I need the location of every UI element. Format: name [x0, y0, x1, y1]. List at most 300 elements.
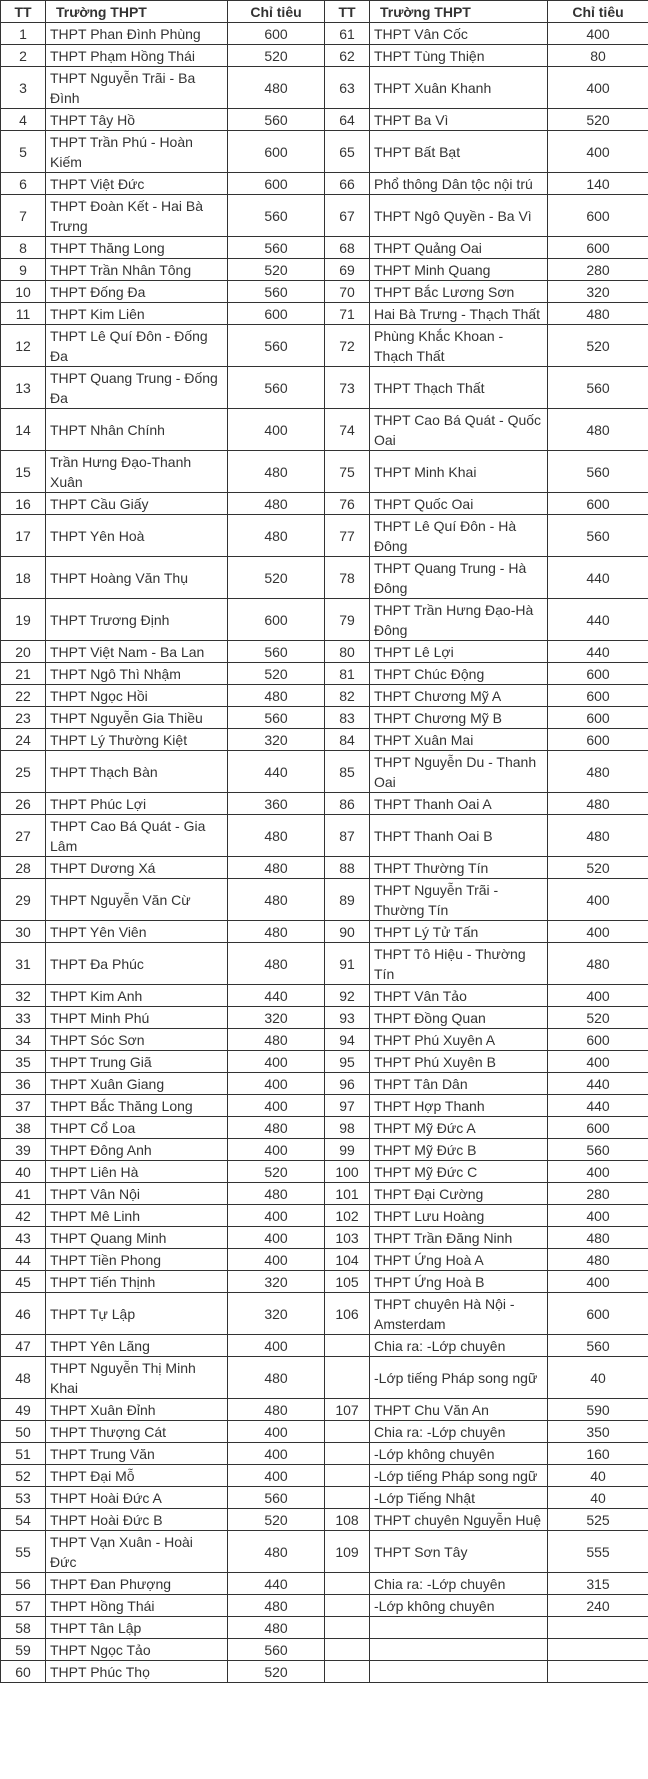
row-number-right: 102 [325, 1205, 370, 1227]
quota-value-left: 560 [228, 1639, 325, 1661]
quota-value-right: 400 [548, 1205, 648, 1227]
row-number-right: 84 [325, 729, 370, 751]
table-row [1, 1271, 648, 1293]
quota-value-right: 440 [548, 599, 648, 641]
quota-value-right: 480 [548, 751, 648, 793]
header-tt-right: TT [325, 1, 370, 23]
quota-value-right: 400 [548, 1271, 648, 1293]
school-name-left: THPT Trung Văn [46, 1443, 228, 1465]
quota-value-left: 480 [228, 67, 325, 109]
row-number-left: 7 [1, 195, 46, 237]
quota-value-left: 600 [228, 173, 325, 195]
row-number-right [325, 1443, 370, 1465]
school-name-left: THPT Xuân Đỉnh [46, 1399, 228, 1421]
row-number-left: 60 [1, 1661, 46, 1683]
school-name-left: THPT Nhân Chính [46, 409, 228, 451]
quota-value-left: 480 [228, 1029, 325, 1051]
row-number-left: 50 [1, 1421, 46, 1443]
table-row [1, 195, 648, 237]
quota-value-left: 480 [228, 1117, 325, 1139]
quota-value-left: 480 [228, 943, 325, 985]
table-row [1, 131, 648, 173]
school-name-left: THPT Trần Phú - Hoàn Kiếm [46, 131, 228, 173]
quota-value-left: 480 [228, 1595, 325, 1617]
school-name-left: THPT Dương Xá [46, 857, 228, 879]
quota-value-right: 400 [548, 985, 648, 1007]
row-number-left: 30 [1, 921, 46, 943]
quota-value-left: 480 [228, 493, 325, 515]
row-number-left: 41 [1, 1183, 46, 1205]
quota-value-right: 560 [548, 1139, 648, 1161]
quota-value-right: 520 [548, 109, 648, 131]
school-name-right: -Lớp không chuyên [370, 1595, 548, 1617]
row-number-right [325, 1357, 370, 1399]
school-name-right: THPT Bắc Lương Sơn [370, 281, 548, 303]
school-name-left: THPT Nguyễn Trãi - Ba Đình [46, 67, 228, 109]
table-row [1, 1183, 648, 1205]
school-name-right: THPT Chúc Động [370, 663, 548, 685]
school-name-left: THPT Yên Hoà [46, 515, 228, 557]
table-row [1, 325, 648, 367]
quota-value-left: 320 [228, 1271, 325, 1293]
quota-value-right [548, 1617, 648, 1639]
quota-value-left: 560 [228, 367, 325, 409]
table-row [1, 1095, 648, 1117]
quota-value-left: 400 [228, 1443, 325, 1465]
row-number-right: 70 [325, 281, 370, 303]
school-name-left: THPT Ngọc Hồi [46, 685, 228, 707]
quota-value-left: 400 [228, 1227, 325, 1249]
row-number-left: 28 [1, 857, 46, 879]
quota-value-right: 600 [548, 1117, 648, 1139]
school-name-right: THPT Ngô Quyền - Ba Vì [370, 195, 548, 237]
row-number-right [325, 1661, 370, 1683]
quota-value-left: 480 [228, 1617, 325, 1639]
table-row [1, 281, 648, 303]
school-name-right: THPT Ứng Hoà B [370, 1271, 548, 1293]
row-number-right: 108 [325, 1509, 370, 1531]
row-number-right: 79 [325, 599, 370, 641]
school-name-left: THPT Tân Lập [46, 1617, 228, 1639]
row-number-left: 55 [1, 1531, 46, 1573]
quota-value-right: 280 [548, 1183, 648, 1205]
row-number-right: 72 [325, 325, 370, 367]
school-name-right: Chia ra: -Lớp chuyên [370, 1421, 548, 1443]
school-name-left: THPT Tiến Thịnh [46, 1271, 228, 1293]
school-name-right: THPT Hợp Thanh [370, 1095, 548, 1117]
school-name-left: THPT Ngô Thì Nhậm [46, 663, 228, 685]
quota-value-left: 480 [228, 1357, 325, 1399]
row-number-right: 69 [325, 259, 370, 281]
table-body [1, 23, 648, 1683]
quota-value-left: 560 [228, 109, 325, 131]
table-row [1, 1661, 648, 1683]
row-number-right [325, 1421, 370, 1443]
quota-value-right: 350 [548, 1421, 648, 1443]
quota-value-right: 400 [548, 67, 648, 109]
row-number-right: 96 [325, 1073, 370, 1095]
quota-value-left: 560 [228, 195, 325, 237]
quota-value-left: 480 [228, 1399, 325, 1421]
school-name-right: THPT Thạch Thất [370, 367, 548, 409]
quota-value-left: 560 [228, 707, 325, 729]
quota-value-left: 400 [228, 1095, 325, 1117]
quota-value-left: 400 [228, 1249, 325, 1271]
quota-value-right [548, 1639, 648, 1661]
school-name-left: THPT Liên Hà [46, 1161, 228, 1183]
quota-value-right: 480 [548, 815, 648, 857]
school-name-left: THPT Minh Phú [46, 1007, 228, 1029]
quota-value-right: 400 [548, 921, 648, 943]
quota-value-left: 400 [228, 1073, 325, 1095]
table-row [1, 1139, 648, 1161]
table-row [1, 641, 648, 663]
row-number-right [325, 1487, 370, 1509]
quota-value-left: 400 [228, 1051, 325, 1073]
school-name-right: THPT Cao Bá Quát - Quốc Oai [370, 409, 548, 451]
table-row [1, 259, 648, 281]
quota-value-left: 360 [228, 793, 325, 815]
quota-value-left: 520 [228, 1509, 325, 1531]
quota-value-right: 555 [548, 1531, 648, 1573]
school-name-right: Phùng Khắc Khoan - Thạch Thất [370, 325, 548, 367]
school-name-left: THPT Thạch Bàn [46, 751, 228, 793]
table-row [1, 985, 648, 1007]
row-number-right: 64 [325, 109, 370, 131]
row-number-left: 22 [1, 685, 46, 707]
quota-value-right: 600 [548, 663, 648, 685]
table-row [1, 663, 648, 685]
school-name-left: THPT Đại Mỗ [46, 1465, 228, 1487]
school-name-left: THPT Đông Anh [46, 1139, 228, 1161]
row-number-right: 74 [325, 409, 370, 451]
table-row [1, 493, 648, 515]
quota-value-left: 480 [228, 1531, 325, 1573]
school-name-left: THPT Nguyễn Văn Cừ [46, 879, 228, 921]
quota-value-left: 320 [228, 1293, 325, 1335]
header-row [1, 1, 648, 23]
row-number-left: 25 [1, 751, 46, 793]
quota-value-right: 440 [548, 557, 648, 599]
quota-value-right: 400 [548, 131, 648, 173]
school-name-left: THPT Trần Nhân Tông [46, 259, 228, 281]
school-name-left: THPT Cổ Loa [46, 1117, 228, 1139]
quota-value-left: 480 [228, 451, 325, 493]
school-name-right: -Lớp Tiếng Nhật [370, 1487, 548, 1509]
school-name-left: THPT Đoàn Kết - Hai Bà Trưng [46, 195, 228, 237]
school-name-right: THPT chuyên Nguyễn Huệ [370, 1509, 548, 1531]
row-number-left: 8 [1, 237, 46, 259]
quota-value-right: 280 [548, 259, 648, 281]
row-number-right [325, 1465, 370, 1487]
row-number-left: 4 [1, 109, 46, 131]
row-number-right: 68 [325, 237, 370, 259]
row-number-right [325, 1335, 370, 1357]
row-number-left: 1 [1, 23, 46, 45]
quota-value-right: 560 [548, 451, 648, 493]
school-name-right: THPT Nguyễn Du - Thanh Oai [370, 751, 548, 793]
row-number-left: 54 [1, 1509, 46, 1531]
quota-value-left: 320 [228, 1007, 325, 1029]
quota-value-right: 160 [548, 1443, 648, 1465]
quota-value-right: 480 [548, 943, 648, 985]
school-name-right: -Lớp tiếng Pháp song ngữ [370, 1357, 548, 1399]
school-name-right: THPT Phú Xuyên B [370, 1051, 548, 1073]
row-number-left: 12 [1, 325, 46, 367]
school-name-right: THPT Quang Trung - Hà Đông [370, 557, 548, 599]
school-name-left: THPT Cầu Giấy [46, 493, 228, 515]
quota-value-left: 480 [228, 879, 325, 921]
row-number-left: 45 [1, 1271, 46, 1293]
row-number-left: 24 [1, 729, 46, 751]
row-number-right: 63 [325, 67, 370, 109]
table-row [1, 1249, 648, 1271]
school-name-left: THPT Kim Anh [46, 985, 228, 1007]
quota-value-right: 240 [548, 1595, 648, 1617]
row-number-right: 104 [325, 1249, 370, 1271]
row-number-left: 52 [1, 1465, 46, 1487]
row-number-right: 100 [325, 1161, 370, 1183]
row-number-left: 37 [1, 1095, 46, 1117]
row-number-right: 62 [325, 45, 370, 67]
quota-value-right: 480 [548, 1249, 648, 1271]
row-number-right: 99 [325, 1139, 370, 1161]
row-number-right: 92 [325, 985, 370, 1007]
row-number-right: 80 [325, 641, 370, 663]
table-row [1, 1335, 648, 1357]
row-number-left: 11 [1, 303, 46, 325]
school-name-right: THPT Phú Xuyên A [370, 1029, 548, 1051]
row-number-left: 59 [1, 1639, 46, 1661]
quota-value-left: 400 [228, 1421, 325, 1443]
school-name-right: THPT Bất Bạt [370, 131, 548, 173]
table-row [1, 1573, 648, 1595]
row-number-right: 98 [325, 1117, 370, 1139]
row-number-left: 10 [1, 281, 46, 303]
school-name-left: THPT Trương Định [46, 599, 228, 641]
quota-value-right: 400 [548, 1161, 648, 1183]
quota-value-right: 400 [548, 23, 648, 45]
quota-value-left: 480 [228, 515, 325, 557]
quota-value-left: 520 [228, 1661, 325, 1683]
table-row [1, 1399, 648, 1421]
quota-value-right: 315 [548, 1573, 648, 1595]
school-name-right [370, 1639, 548, 1661]
quota-value-left: 400 [228, 1465, 325, 1487]
row-number-right: 78 [325, 557, 370, 599]
row-number-right: 65 [325, 131, 370, 173]
row-number-left: 44 [1, 1249, 46, 1271]
school-name-left: THPT Trung Giã [46, 1051, 228, 1073]
row-number-left: 19 [1, 599, 46, 641]
row-number-left: 51 [1, 1443, 46, 1465]
quota-value-left: 520 [228, 557, 325, 599]
table-row [1, 729, 648, 751]
table-row [1, 1293, 648, 1335]
quota-value-left: 440 [228, 1573, 325, 1595]
school-name-left: THPT Kim Liên [46, 303, 228, 325]
school-name-right: THPT Nguyễn Trãi - Thường Tín [370, 879, 548, 921]
quota-value-left: 560 [228, 281, 325, 303]
row-number-right: 61 [325, 23, 370, 45]
quota-value-right: 400 [548, 879, 648, 921]
table-row [1, 1487, 648, 1509]
school-name-left: THPT Việt Nam - Ba Lan [46, 641, 228, 663]
school-name-left: THPT Hồng Thái [46, 1595, 228, 1617]
row-number-right: 89 [325, 879, 370, 921]
row-number-right: 94 [325, 1029, 370, 1051]
row-number-left: 27 [1, 815, 46, 857]
table-row [1, 515, 648, 557]
row-number-left: 57 [1, 1595, 46, 1617]
quota-value-right: 480 [548, 1227, 648, 1249]
school-name-right: Chia ra: -Lớp chuyên [370, 1573, 548, 1595]
row-number-left: 18 [1, 557, 46, 599]
row-number-left: 36 [1, 1073, 46, 1095]
row-number-left: 56 [1, 1573, 46, 1595]
row-number-left: 20 [1, 641, 46, 663]
row-number-right: 86 [325, 793, 370, 815]
quota-value-left: 400 [228, 1205, 325, 1227]
table-row [1, 67, 648, 109]
school-name-left: THPT Vạn Xuân - Hoài Đức [46, 1531, 228, 1573]
quota-value-right: 560 [548, 367, 648, 409]
row-number-right: 103 [325, 1227, 370, 1249]
school-name-right: THPT Quảng Oai [370, 237, 548, 259]
table-row [1, 23, 648, 45]
school-name-right: THPT Quốc Oai [370, 493, 548, 515]
school-name-right: THPT Minh Quang [370, 259, 548, 281]
school-name-right: THPT Lê Lợi [370, 641, 548, 663]
school-name-left: THPT Phúc Lợi [46, 793, 228, 815]
quota-value-right: 600 [548, 729, 648, 751]
row-number-left: 31 [1, 943, 46, 985]
school-name-left: THPT Xuân Giang [46, 1073, 228, 1095]
row-number-left: 15 [1, 451, 46, 493]
row-number-left: 40 [1, 1161, 46, 1183]
school-name-right: THPT Tân Dân [370, 1073, 548, 1095]
school-name-right [370, 1661, 548, 1683]
table-row [1, 1029, 648, 1051]
row-number-left: 29 [1, 879, 46, 921]
school-name-right: THPT chuyên Hà Nội - Amsterdam [370, 1293, 548, 1335]
row-number-left: 58 [1, 1617, 46, 1639]
school-name-right: THPT Mỹ Đức B [370, 1139, 548, 1161]
table-row [1, 599, 648, 641]
school-name-left: THPT Sóc Sơn [46, 1029, 228, 1051]
school-name-left: THPT Ngọc Tảo [46, 1639, 228, 1661]
school-name-right: THPT Chu Văn An [370, 1399, 548, 1421]
quota-value-left: 560 [228, 237, 325, 259]
table-row [1, 815, 648, 857]
school-name-left: THPT Lê Quí Đôn - Đống Đa [46, 325, 228, 367]
school-name-left: THPT Mê Linh [46, 1205, 228, 1227]
school-name-right: THPT Mỹ Đức C [370, 1161, 548, 1183]
quota-value-left: 400 [228, 1335, 325, 1357]
school-name-right: Phổ thông Dân tộc nội trú [370, 173, 548, 195]
quota-value-right: 140 [548, 173, 648, 195]
table-row [1, 45, 648, 67]
school-name-right: THPT Vân Cốc [370, 23, 548, 45]
row-number-right: 87 [325, 815, 370, 857]
table-row [1, 1465, 648, 1487]
row-number-left: 53 [1, 1487, 46, 1509]
quota-value-left: 560 [228, 325, 325, 367]
table-row [1, 1205, 648, 1227]
row-number-right [325, 1639, 370, 1661]
row-number-right: 109 [325, 1531, 370, 1573]
quota-value-left: 600 [228, 131, 325, 173]
table-row [1, 1161, 648, 1183]
school-name-left: THPT Nguyễn Gia Thiều [46, 707, 228, 729]
quota-value-left: 520 [228, 1161, 325, 1183]
quota-value-right: 440 [548, 641, 648, 663]
table-row [1, 1509, 648, 1531]
quota-value-left: 560 [228, 1487, 325, 1509]
table-row [1, 237, 648, 259]
school-name-right: THPT Tùng Thiện [370, 45, 548, 67]
row-number-left: 16 [1, 493, 46, 515]
school-name-right: -Lớp tiếng Pháp song ngữ [370, 1465, 548, 1487]
quota-value-right: 480 [548, 793, 648, 815]
school-name-left: THPT Nguyễn Thị Minh Khai [46, 1357, 228, 1399]
table-row [1, 173, 648, 195]
school-name-right: THPT Xuân Khanh [370, 67, 548, 109]
row-number-left: 39 [1, 1139, 46, 1161]
table-row [1, 109, 648, 131]
row-number-left: 43 [1, 1227, 46, 1249]
school-name-left: THPT Phan Đình Phùng [46, 23, 228, 45]
school-name-left: THPT Quang Minh [46, 1227, 228, 1249]
table-row [1, 1007, 648, 1029]
row-number-left: 38 [1, 1117, 46, 1139]
row-number-left: 47 [1, 1335, 46, 1357]
quota-value-left: 480 [228, 921, 325, 943]
row-number-right [325, 1617, 370, 1639]
school-name-left: THPT Thăng Long [46, 237, 228, 259]
row-number-left: 46 [1, 1293, 46, 1335]
table-row [1, 707, 648, 729]
table-row [1, 1227, 648, 1249]
table-row [1, 1117, 648, 1139]
row-number-left: 23 [1, 707, 46, 729]
quota-value-left: 320 [228, 729, 325, 751]
school-name-right: THPT Ứng Hoà A [370, 1249, 548, 1271]
row-number-right: 107 [325, 1399, 370, 1421]
school-name-left: Trần Hưng Đạo-Thanh Xuân [46, 451, 228, 493]
quota-value-left: 560 [228, 641, 325, 663]
school-name-left: THPT Đống Đa [46, 281, 228, 303]
table-row [1, 1357, 648, 1399]
school-name-right: THPT Xuân Mai [370, 729, 548, 751]
row-number-right: 82 [325, 685, 370, 707]
quota-value-right: 400 [548, 1051, 648, 1073]
row-number-right: 91 [325, 943, 370, 985]
quota-value-left: 600 [228, 599, 325, 641]
school-name-right: THPT Trần Đăng Ninh [370, 1227, 548, 1249]
table-row [1, 409, 648, 451]
quota-value-left: 480 [228, 685, 325, 707]
school-name-right: THPT Minh Khai [370, 451, 548, 493]
table-row [1, 451, 648, 493]
quota-value-right: 600 [548, 1029, 648, 1051]
row-number-left: 35 [1, 1051, 46, 1073]
school-name-left: THPT Lý Thường Kiệt [46, 729, 228, 751]
quota-value-left: 440 [228, 751, 325, 793]
school-name-right: THPT Mỹ Đức A [370, 1117, 548, 1139]
row-number-right: 81 [325, 663, 370, 685]
quota-value-right: 600 [548, 493, 648, 515]
